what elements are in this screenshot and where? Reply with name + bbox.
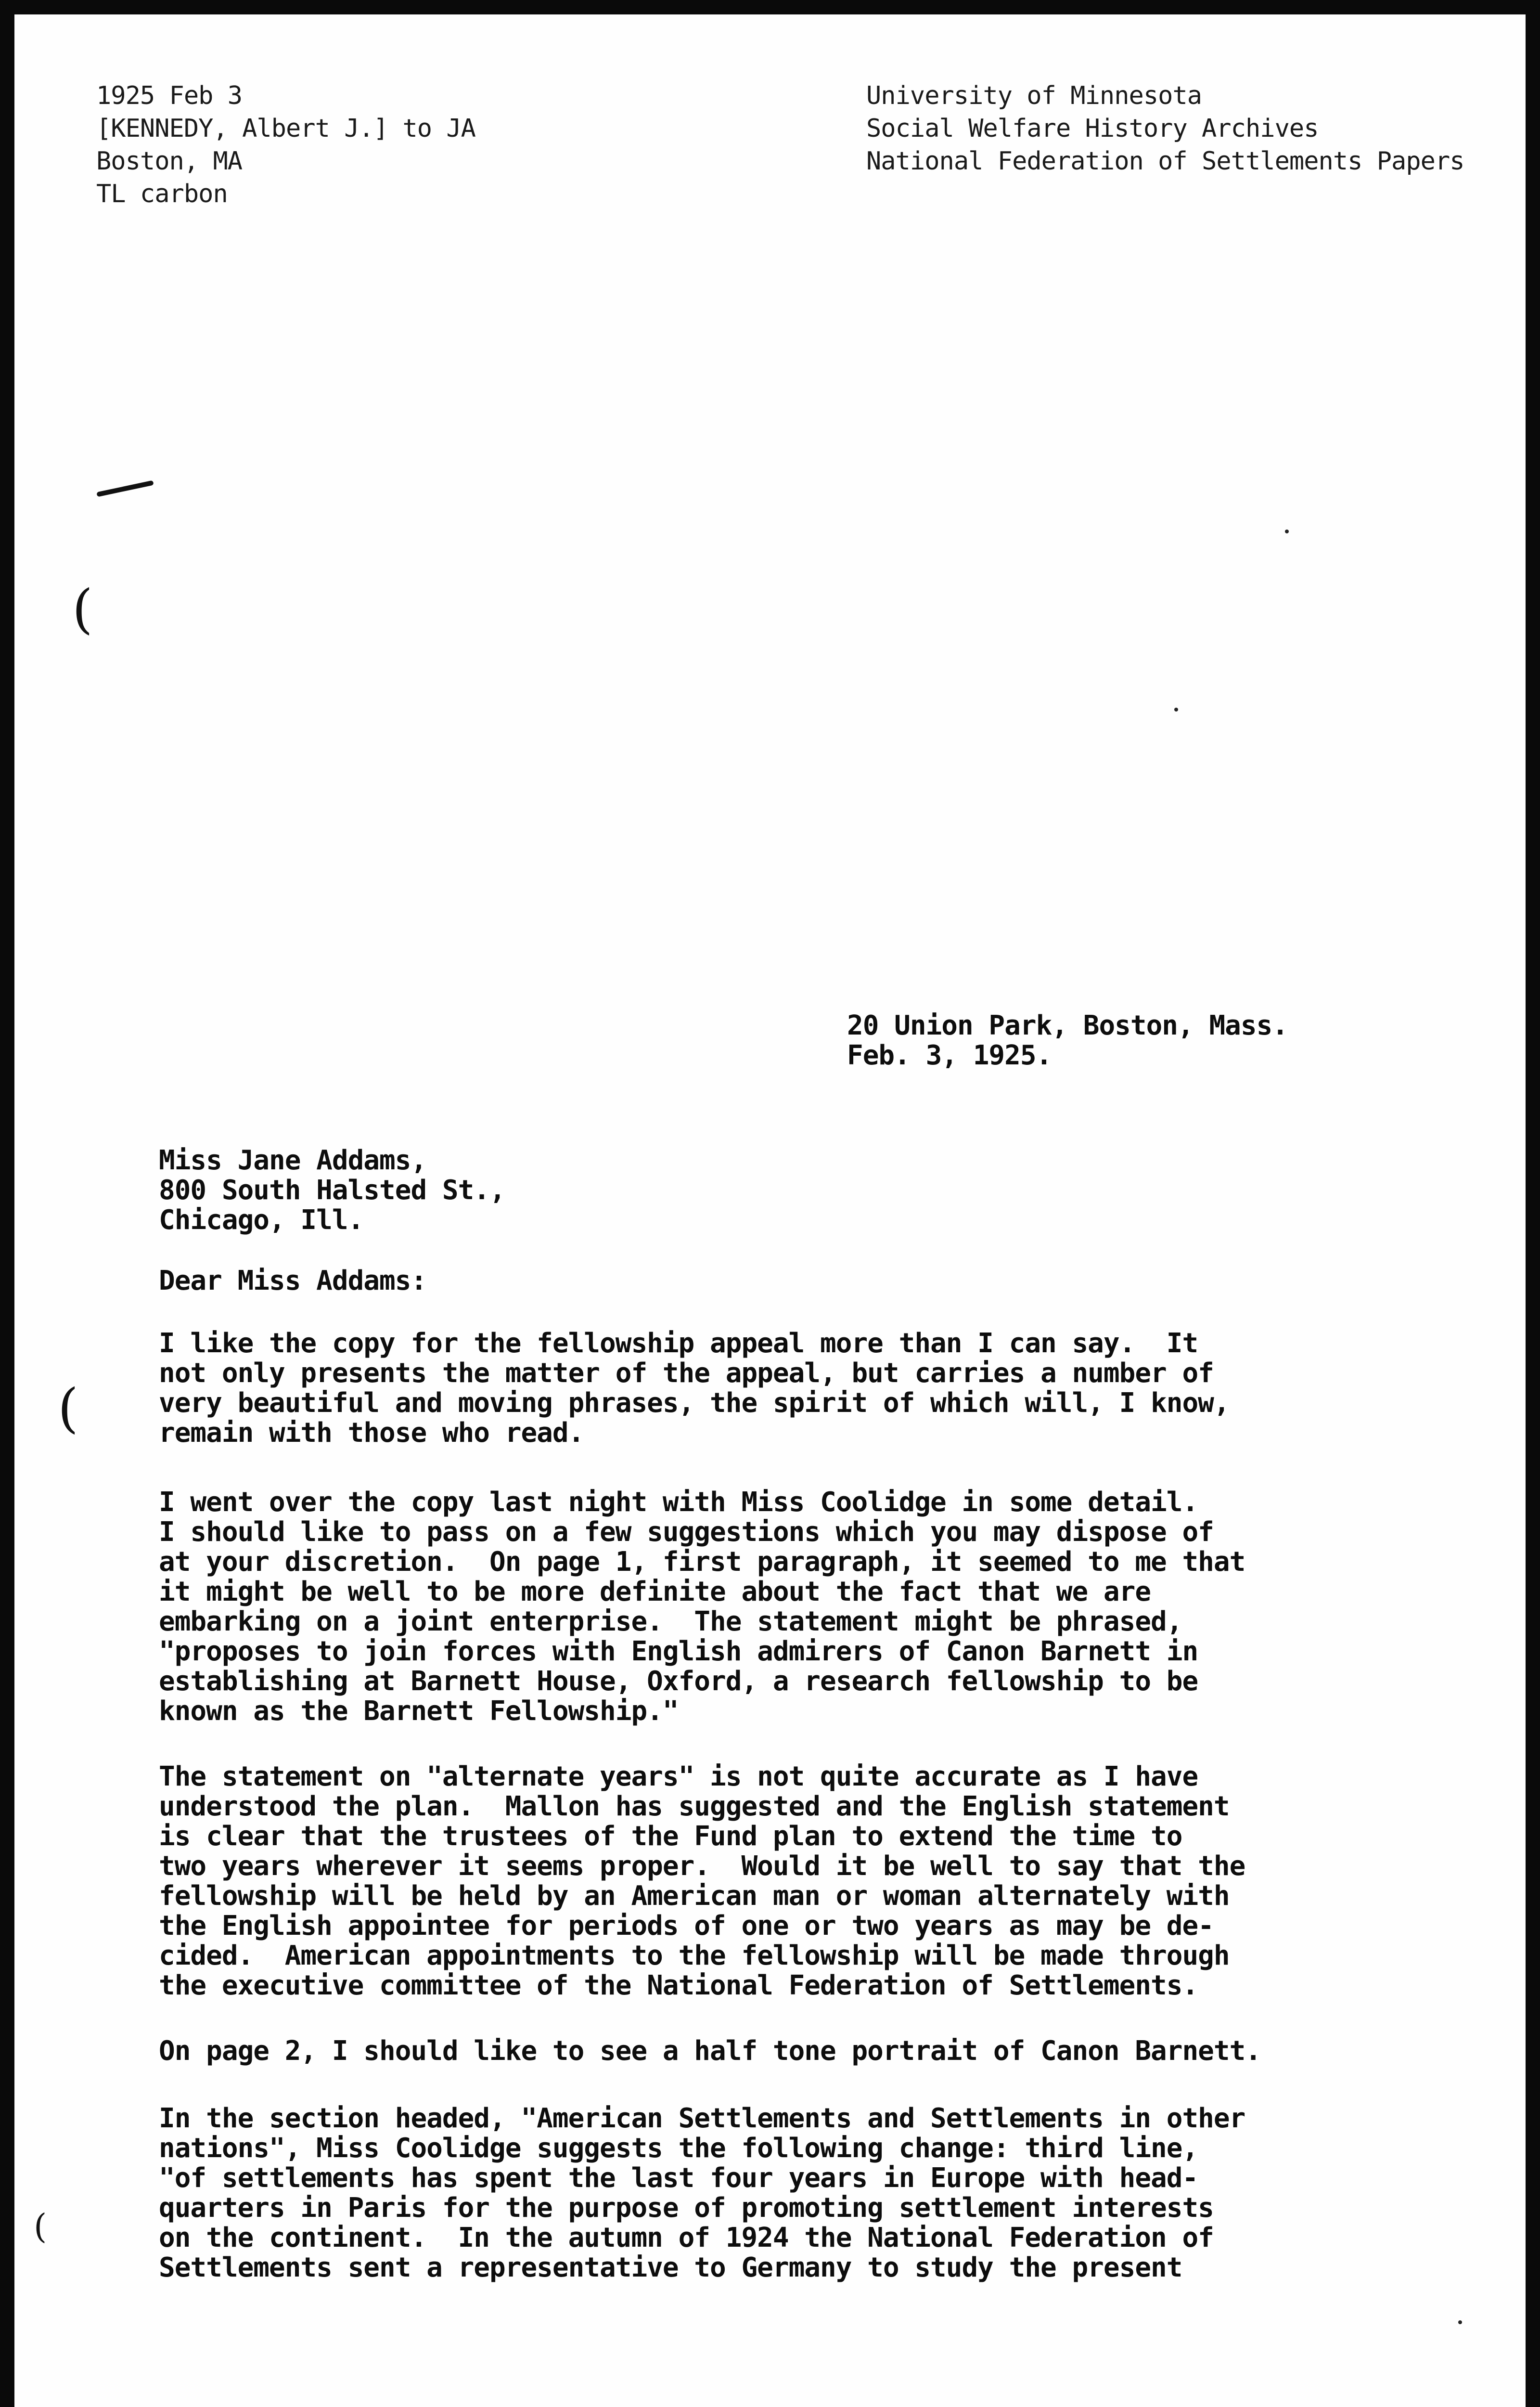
- text-line: I like the copy for the fellowship appeal more than I can say. It: [159, 1328, 1198, 1359]
- text-line: known as the Barnett Fellowship.": [159, 1695, 679, 1727]
- text-line: I should like to pass on a few suggestions which you may dispose of: [159, 1516, 1214, 1548]
- text-line: not only presents the matter of the appeal, but carries a number of: [159, 1358, 1214, 1389]
- paragraph-4: [159, 2036, 1261, 2066]
- text-line: quarters in Paris for the purpose of promoting settlement interests: [159, 2192, 1214, 2224]
- paragraph-1: [159, 1329, 1230, 1448]
- text-line: cided. American appointments to the fellowship will be made through: [159, 1940, 1230, 1971]
- paragraph-5: [159, 2104, 1245, 2283]
- text-line: The statement on "alternate years" is not quite accurate as I have: [159, 1761, 1198, 1792]
- archive-source: [866, 79, 1464, 178]
- text-line: "proposes to join forces with English admirers of Canon Barnett in: [159, 1636, 1198, 1667]
- speck: [1285, 530, 1289, 533]
- text-line: fellowship will be held by an American man or woman alternately with: [159, 1880, 1230, 1912]
- letter-page: [14, 14, 1526, 2407]
- source-line: University of Minnesota: [866, 81, 1202, 110]
- citation-line: [KENNEDY, Albert J.] to JA: [96, 114, 475, 143]
- text-line: remain with those who read.: [159, 1417, 584, 1449]
- punch-hole-mark: (: [34, 2207, 47, 2246]
- text-line: it might be well to be more definite about the fact that we are: [159, 1576, 1151, 1607]
- letter-date: Feb. 3, 1925.: [847, 1040, 1052, 1071]
- pen-mark: [96, 480, 154, 497]
- speck: [1458, 2320, 1462, 2324]
- speck: [1174, 708, 1178, 712]
- punch-hole-mark: (: [72, 578, 93, 640]
- recipient-name: Miss Jane Addams,: [159, 1145, 427, 1176]
- text-line: at your discretion. On page 1, first paragraph, it seemed to me that: [159, 1546, 1245, 1578]
- text-line: establishing at Barnett House, Oxford, a research fellowship to be: [159, 1666, 1198, 1697]
- recipient-address: [159, 1146, 505, 1235]
- text-line: the English appointee for periods of one or two years as may be de-: [159, 1910, 1214, 1941]
- address-line: 20 Union Park, Boston, Mass.: [847, 1010, 1288, 1041]
- recipient-city: Chicago, Ill.: [159, 1204, 364, 1236]
- citation-line: 1925 Feb 3: [96, 81, 243, 110]
- archive-citation: [96, 79, 475, 210]
- sender-address: [847, 1011, 1288, 1071]
- citation-line: TL carbon: [96, 180, 228, 208]
- text-line: understood the plan. Mallon has suggested and the English statement: [159, 1791, 1230, 1822]
- salutation: Dear Miss Addams:: [159, 1265, 427, 1296]
- text-line: is clear that the trustees of the Fund plan to extend the time to: [159, 1821, 1182, 1852]
- source-line: Social Welfare History Archives: [866, 114, 1319, 143]
- text-line: nations", Miss Coolidge suggests the following change: third line,: [159, 2133, 1198, 2164]
- text-line: two years wherever it seems proper. Would it be well to say that the: [159, 1851, 1245, 1882]
- text-line: on the continent. In the autumn of 1924 the National Federation of: [159, 2222, 1214, 2253]
- text-line: On page 2, I should like to see a half tone portrait of Canon Barnett.: [159, 2035, 1261, 2067]
- text-line: embarking on a joint enterprise. The statement might be phrased,: [159, 1606, 1182, 1637]
- text-line: Settlements sent a representative to Germany to study the present: [159, 2252, 1182, 2283]
- recipient-street: 800 South Halsted St.,: [159, 1175, 505, 1206]
- punch-hole-mark: (: [58, 1377, 78, 1439]
- text-line: I went over the copy last night with Miss Coolidge in some detail.: [159, 1487, 1198, 1518]
- paragraph-2: [159, 1488, 1245, 1726]
- source-line: National Federation of Settlements Papers: [866, 147, 1464, 176]
- paragraph-3: [159, 1762, 1245, 2001]
- text-line: In the section headed, "American Settlements and Settlements in other: [159, 2103, 1245, 2134]
- text-line: very beautiful and moving phrases, the spirit of which will, I know,: [159, 1387, 1230, 1419]
- citation-line: Boston, MA: [96, 147, 243, 176]
- text-line: "of settlements has spent the last four years in Europe with head-: [159, 2162, 1198, 2194]
- text-line: the executive committee of the National Federation of Settlements.: [159, 1970, 1198, 2001]
